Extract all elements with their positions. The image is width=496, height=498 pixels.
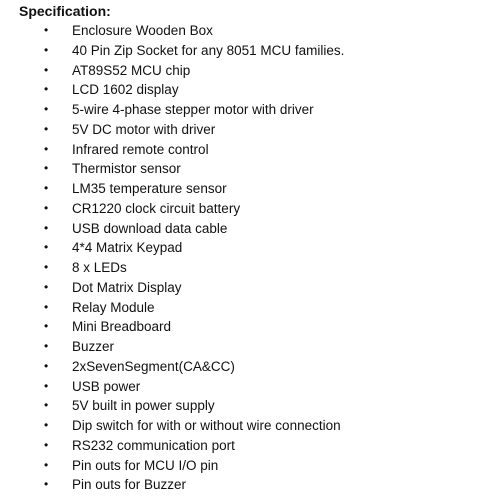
bullet-icon: • bbox=[44, 102, 49, 116]
bullet-icon: • bbox=[44, 437, 49, 452]
list-item-text: 40 Pin Zip Socket for any 8051 MCU families. bbox=[72, 42, 345, 58]
list-item-text: USB power bbox=[72, 378, 141, 394]
list-item-text: AT89S52 MCU chip bbox=[72, 62, 191, 78]
bullet-icon: • bbox=[44, 200, 49, 215]
list-item-text: Buzzer bbox=[72, 339, 115, 354]
list-item-text: Infrared remote control bbox=[72, 141, 209, 157]
bullet-icon: • bbox=[44, 339, 49, 353]
list-item-text: Dot Matrix Display bbox=[72, 279, 182, 295]
list-item-text: Enclosure Wooden Box bbox=[72, 23, 213, 38]
list-item-text: LM35 temperature sensor bbox=[72, 181, 227, 196]
list-item-text: Pin outs for MCU I/O pin bbox=[72, 457, 219, 473]
bullet-icon: • bbox=[44, 418, 49, 432]
bullet-icon: • bbox=[44, 299, 49, 314]
bullet-icon: • bbox=[44, 62, 49, 77]
bullet-icon: • bbox=[44, 220, 49, 235]
list-item-text: 5V built in power supply bbox=[72, 398, 215, 414]
bullet-icon: • bbox=[44, 240, 49, 255]
bullet-icon: • bbox=[44, 141, 49, 156]
bullet-icon: • bbox=[44, 358, 49, 373]
bullet-icon: • bbox=[44, 161, 49, 176]
bullet-icon: • bbox=[44, 181, 49, 195]
list-item-text: 4*4 Matrix Keypad bbox=[72, 240, 183, 256]
list-item-text: 5-wire 4-phase stepper motor with driver bbox=[72, 102, 314, 117]
list-item-text: Mini Breadboard bbox=[72, 319, 172, 335]
list-item-text: LCD 1602 display bbox=[72, 82, 179, 98]
bullet-icon: • bbox=[44, 82, 49, 97]
specification-heading: Specification: bbox=[19, 3, 111, 19]
list-item-text: Dip switch for with or without wire connection bbox=[72, 418, 341, 433]
bullet-icon: • bbox=[44, 378, 49, 393]
bullet-icon: • bbox=[44, 457, 49, 472]
bullet-icon: • bbox=[44, 121, 49, 136]
list-item-text: Thermistor sensor bbox=[72, 161, 181, 177]
list-item-text: 8 x LEDs bbox=[72, 260, 127, 275]
bullet-icon: • bbox=[44, 477, 49, 492]
bullet-icon: • bbox=[44, 279, 49, 294]
bullet-icon: • bbox=[44, 23, 49, 37]
bullet-icon: • bbox=[44, 42, 49, 57]
list-item-text: 5V DC motor with driver bbox=[72, 121, 216, 137]
bullet-icon: • bbox=[44, 260, 49, 274]
bullet-icon: • bbox=[44, 398, 49, 413]
list-item-text: USB download data cable bbox=[72, 220, 228, 236]
list-item-text: CR1220 clock circuit battery bbox=[72, 200, 241, 216]
list-item-text: Pin outs for Buzzer bbox=[72, 477, 187, 493]
list-item-text: RS232 communication port bbox=[72, 437, 235, 453]
list-item-text: 2xSevenSegment(CA&CC) bbox=[72, 358, 235, 374]
bullet-icon: • bbox=[44, 319, 49, 334]
list-item-text: Relay Module bbox=[72, 299, 155, 315]
